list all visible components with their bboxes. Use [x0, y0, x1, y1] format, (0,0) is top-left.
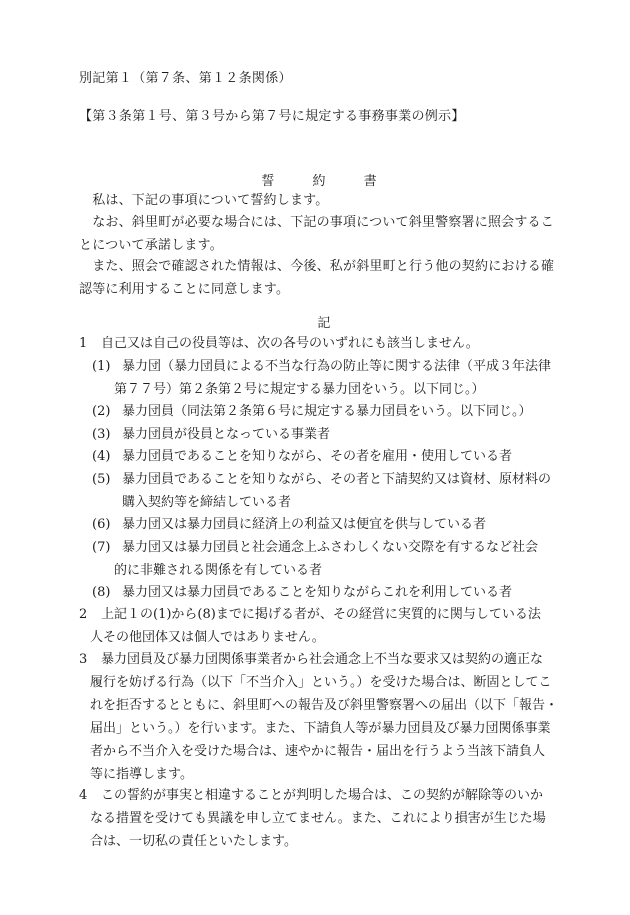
- intro-line: なお、斜里町が必要な場合には、下記の事項について斜里警察署に照会するこ: [79, 215, 554, 230]
- sub-text-cont: 購入契約等を締結している者: [122, 495, 292, 510]
- title-char-2: 約: [312, 174, 326, 189]
- sub-text: 暴力団員であることを知りながら、その者と下請契約又は資材、原材料の: [122, 472, 552, 487]
- sub-number: (5): [92, 472, 111, 487]
- intro-line: とについて承諾します。: [79, 238, 223, 253]
- intro-line: 私は、下記の事項について誓約します。: [79, 193, 329, 208]
- item-text: 上記１の(1)から(8)までに掲げる者が、その経営に実質的に関与している法: [101, 607, 541, 622]
- item-text-cont: 届出」という。）を行います。また、下請負人等が暴力団員及び暴力団関係事業: [90, 721, 551, 736]
- item-text: 自己又は自己の役員等は、次の各号のいずれにも該当しません。: [101, 336, 479, 351]
- intro-paragraph-3: [79, 257, 574, 300]
- sub-text: 暴力団（暴力団員による不当な行為の防止等に関する法律（平成３年法律: [122, 359, 552, 374]
- sub-number: (1): [92, 359, 111, 374]
- item-text: この誓約が事実と相違することが判明した場合は、この契約が解除等のいか: [101, 788, 544, 803]
- item-4: [79, 786, 574, 852]
- sub-number: (4): [92, 449, 111, 464]
- sub-item-4: [92, 447, 572, 467]
- item-number: 4: [79, 788, 88, 803]
- sub-text: 暴力団又は暴力団員と社会通念上ふさわしくない交際を有するなど社会: [122, 540, 539, 555]
- example-title: 【第３条第１号、第３号から第７号に規定する事務事業の例示】: [79, 109, 465, 124]
- pledge-title: [0, 172, 630, 192]
- sub-item-5: [92, 470, 572, 513]
- item-text-cont: 合は、一切私の責任といたします。: [90, 834, 297, 849]
- intro-line: 認等に利用することに同意します。: [79, 282, 290, 297]
- sub-item-3: [92, 425, 572, 445]
- sub-text: 暴力団員（同法第２条第６号に規定する暴力団員をいう。以下同じ。）: [122, 404, 532, 419]
- sub-item-7: [92, 538, 572, 581]
- item-text-cont: れを拒否するとともに、斜里町への報告及び斜里警察署への届出（以下「報告・: [90, 698, 559, 713]
- sub-item-1: [92, 357, 572, 400]
- item-text-cont: 履行を妨げる行為（以下「不当介入」という。）を受けた場合は、断固としてこ: [90, 675, 552, 690]
- header-reference: 別記第１（第７条、第１２条関係）: [79, 71, 292, 86]
- sub-number: (7): [92, 540, 111, 555]
- sub-number: (2): [92, 404, 111, 419]
- item-text-cont: なる措置を受けても異議を申し立てません。また、これにより損害が生じた場: [90, 811, 546, 826]
- sub-item-6: [92, 515, 572, 535]
- intro-paragraph-2: [79, 213, 574, 256]
- intro-line: また、照会で確認された情報は、今後、私が斜里町と行う他の契約における確: [79, 259, 555, 274]
- sub-text-cont: 的に非難される関係を有している者: [114, 563, 323, 578]
- sub-number: (3): [92, 427, 111, 442]
- item-text-cont: 等に指導します。: [90, 767, 193, 782]
- ki-heading: 記: [317, 316, 331, 331]
- item-number: 3: [79, 652, 88, 667]
- sub-text: 暴力団又は暴力団員に経済上の利益又は便宜を供与している者: [122, 517, 487, 532]
- sub-number: (8): [92, 585, 111, 600]
- item-text-cont: 人その他団体又は個人ではありません。: [90, 630, 325, 645]
- item-3: [79, 650, 574, 785]
- item-number: 2: [79, 607, 88, 622]
- item-number: 1: [79, 336, 88, 351]
- sub-number: (6): [92, 517, 111, 532]
- sub-item-8: [92, 583, 572, 603]
- sub-text-cont: 第７７号）第２条第２号に規定する暴力団をいう。以下同じ。）: [114, 382, 485, 397]
- item-2: [79, 605, 574, 648]
- item-text-cont: 者から不当介入を受けた場合は、速やかに報告・届出を行うよう当該下請負人: [90, 744, 546, 759]
- sub-item-2: [92, 402, 572, 422]
- item-1: [79, 334, 574, 354]
- title-char-1: 誓: [261, 174, 275, 189]
- sub-text: 暴力団員であることを知りながら、その者を雇用・使用している者: [122, 449, 513, 464]
- title-char-3: 書: [363, 174, 377, 189]
- sub-text: 暴力団員が役員となっている事業者: [122, 427, 331, 442]
- item-text: 暴力団員及び暴力団関係事業者から社会通念上不当な要求又は契約の適正な: [101, 652, 544, 667]
- sub-text: 暴力団又は暴力団員であることを知りながらこれを利用している者: [122, 585, 513, 600]
- intro-paragraph-1: [79, 191, 574, 211]
